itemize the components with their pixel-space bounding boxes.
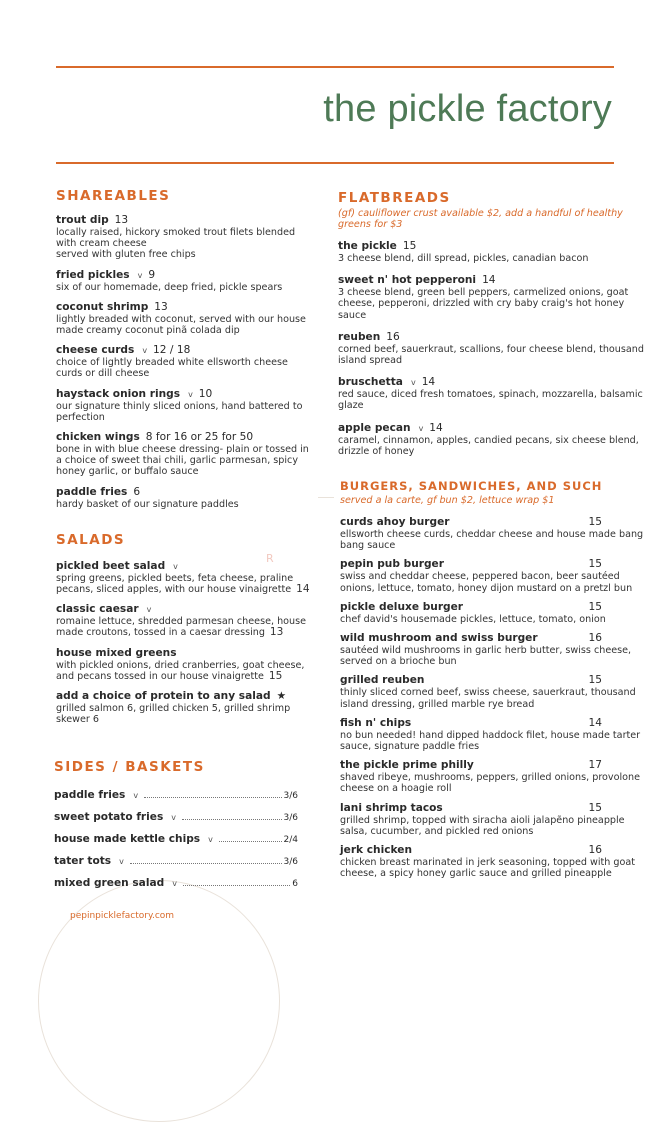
star-icon: ★ [276,690,287,703]
menu-item-name: wild mushroom and swiss burger [340,632,538,645]
menu-item-price: 14 [482,274,496,287]
menu-item-header [56,560,310,573]
menu-item-description-text: spring greens, pickled beets, feta cheese, praline pecans, sliced apples, with our house vinaigrette [56,572,294,596]
menu-item-description-text: with pickled onions, dried cranberries, goat cheese, and pecans tossed in our house vinaigrette [56,659,305,682]
menu-item [340,674,648,709]
vegetarian-icon: v [146,605,152,615]
menu-item-header [56,388,310,401]
flatbreads-list [338,240,648,457]
flatbreads-title: FLATBREADS [338,190,451,206]
menu-item-description: hardy basket of our signature paddles [56,498,239,510]
menu-item-description: choice of lightly breaded white ellsworth cheese curds or dill cheese [56,357,288,380]
menu-item-header [340,674,648,687]
menu-item-header [56,690,310,703]
menu-item-header [56,647,310,660]
sides-title: SIDES / BASKETS [54,759,205,776]
right-column [338,190,648,886]
menu-item-description: caramel, cinnamon, apples, candied pecans, six cheese blend, drizzle of honey [338,434,639,457]
menu-item-price: 14 [429,421,443,434]
sides-section [54,759,310,921]
flatbreads-subtitle: (gf) cauliflower crust available $2, add a handful of healthy greens for $3 [338,208,623,230]
menu-item-name: haystack onion rings [56,387,181,400]
menu-item [56,269,310,293]
menu-item-header [340,717,648,730]
menu-item-price: 13 [269,626,284,639]
menu-item-name: trout dip [56,214,109,226]
menu-item-name: jerk chicken [340,844,412,857]
menu-item-name: bruschetta [338,376,403,389]
vegetarian-icon: v [173,561,178,571]
menu-item-price: 13 [114,214,129,226]
dot-leader [144,796,281,798]
side-item-name: paddle fries [54,789,126,802]
menu-item-price: 15 [588,600,602,613]
side-item-price: 2/4 [283,835,298,846]
menu-item-price: 15 [588,558,602,571]
menu-item-description: our signature thinly sliced onions, hand battered to perfection [56,400,303,423]
burgers-title: BURGERS, SANDWICHES, AND SUCH [340,479,603,494]
menu-item-header [340,759,648,772]
menu-item-description [56,660,310,682]
side-item [54,789,298,801]
dot-leader [219,840,282,842]
menu-item-price: 16 [588,632,602,645]
menu-item-description: sautéed wild mushrooms in garlic herb butter, swiss cheese, served on a brioche bun [340,645,632,668]
vegetarian-icon: v [410,378,416,388]
menu-item-price: 16 [386,330,400,343]
menu-item-name: reuben [338,330,381,343]
menu-item-price: 15 [268,669,283,682]
menu-item-price: 8 for 16 or 25 for 50 [145,431,254,444]
side-item-name: mixed green salad [54,877,165,890]
menu-item [56,603,310,638]
menu-item-description: 3 cheese blend, dill spread, pickles, canadian bacon [338,253,589,264]
menu-item-description: no bun needed! hand dipped haddock filet, house made tarter sauce, signature paddle fries [340,729,641,753]
shareables-section [56,188,310,510]
menu-item [340,601,648,625]
menu-item [340,844,648,879]
menu-item [340,516,648,551]
menu-item-name: pepin pub burger [340,558,444,571]
menu-item [338,422,648,457]
shareables-title: SHAREABLES [56,188,171,204]
menu-item-header [56,431,310,444]
dot-leader [183,884,290,886]
menu-item-name: chicken wings [56,431,140,444]
burgers-list [338,516,648,879]
menu-item-description: ellsworth cheese curds, cheddar cheese and house made bang bang sauce [340,529,644,552]
menu-item-description: served with gluten free chips [56,249,196,261]
side-item [54,833,298,845]
menu-item-description-text: grilled salmon 6, grilled chicken 5, grilled shrimp skewer 6 [56,703,291,726]
menu-item [56,344,310,379]
dot-leader [130,862,282,864]
side-item-price: 6 [292,879,298,890]
menu-item-description: lightly breaded with coconut, served with our house made creamy coconut pinã colada dip [56,313,306,337]
menu-item-price: 15 [588,516,602,529]
vegetarian-icon: v [171,813,177,823]
menu-item-description: six of our homemade, deep fried, pickle spears [56,281,283,293]
menu-item-header [56,301,310,314]
side-item-name: house made kettle chips [54,833,201,846]
top-rule [56,66,614,68]
menu-item [340,558,648,593]
flatbreads-section [338,190,648,457]
menu-item [56,301,310,336]
menu-item-description: grilled shrimp, topped with siracha aioli jalapẽno pineapple salsa, cucumber, and pickled red onions [340,814,625,837]
left-column [56,188,310,921]
menu-item-header [56,344,310,357]
menu-item-name: pickled beet salad [56,559,166,572]
menu-item-price: 6 [133,485,141,498]
menu-item-description: chicken breast marinated in jerk seasoning, topped with goat cheese, a spicy honey garlic sauce and grilled pineapple [340,857,635,880]
menu-item [338,376,648,411]
menu-item-description [56,616,310,638]
salads-title: SALADS [56,531,126,548]
menu-item-header [56,486,310,499]
menu-item-price: 14 [421,376,436,389]
menu-item-price: 13 [154,300,168,313]
menu-item-header [338,376,648,389]
menu-item [56,486,310,510]
menu-item [338,240,648,264]
menu-item-description [56,573,310,595]
vegetarian-icon: v [133,791,139,801]
menu-item [56,560,310,595]
menu-item [340,802,648,837]
menu-item-name: curds ahoy burger [340,516,450,529]
menu-item-price: 9 [148,268,156,281]
menu-item-name: fish n' chips [340,716,412,729]
website-text: pepinpicklefactory.com [70,911,175,922]
vegetarian-icon: v [172,879,177,889]
menu-item-header [338,240,648,253]
menu-item-header [338,331,648,344]
side-item [54,855,298,867]
title-rule [56,162,614,164]
menu-item-name: the pickle prime philly [340,759,474,772]
menu-item-description: locally raised, hickory smoked trout filets blended with cream cheese [56,227,296,250]
menu-item [56,214,310,261]
burgers-subtitle: served a la carte, gf bun $2, lettuce wrap $1 [340,495,555,507]
menu-item [56,690,310,725]
menu-item-name: lani shrimp tacos [340,801,443,814]
menu-item [340,717,648,752]
menu-item-description [56,703,310,725]
menu-item-name: grilled reuben [340,674,425,687]
menu-item-name: house mixed greens [56,646,177,659]
menu-item-name: the pickle [338,240,397,252]
shareables-list [56,214,310,510]
menu-item-price: 17 [588,759,602,772]
menu-item [338,274,648,321]
vegetarian-icon: v [418,423,424,433]
menu-item-price: 10 [198,387,213,400]
vegetarian-icon: v [142,346,148,356]
menu-item-header [340,601,648,614]
menu-item-header [56,214,310,227]
menu-item-header [338,422,648,435]
menu-item-description: chef david's housemade pickles, lettuce, tomato, onion [340,613,606,625]
menu-item [340,759,648,794]
vegetarian-icon: v [119,857,124,867]
menu-item-price: 15 [588,801,602,814]
vegetarian-icon: v [137,270,143,280]
vegetarian-icon: v [208,835,213,845]
menu-item-price: 15 [588,674,602,687]
menu-item-name: fried pickles [56,268,130,281]
menu-item-header [340,632,648,645]
side-item-price: 3/6 [283,813,298,824]
menu-item-description-text: romaine lettuce, shredded parmesan cheese, house made croutons, tossed in a caesar dressing [56,616,306,639]
side-item-name: tater tots [54,855,112,868]
menu-item-header [56,603,310,616]
sides-list [54,789,298,889]
menu-item-price: 14 [588,716,602,729]
menu-item-description: thinly sliced corned beef, swiss cheese, sauerkraut, thousand island dressing, grilled marble rye bread [340,687,636,710]
menu-item-description: shaved ribeye, mushrooms, peppers, grilled onions, provolone cheese on a hoagie roll [340,772,640,795]
menu-item-name: apple pecan [338,421,411,434]
salads-list [56,560,310,726]
side-item-name: sweet potato fries [54,811,164,824]
menu-item-header [56,269,310,282]
menu-item-header [338,274,648,287]
menu-item [56,431,310,478]
menu-item-name: cheese curds [56,344,135,357]
burgers-section [338,479,648,879]
restaurant-title: the pickle factory [323,88,612,130]
menu-item-name: coconut shrimp [56,300,149,313]
menu-item-name: pickle deluxe burger [340,600,464,613]
side-item-price: 3/6 [283,791,298,802]
menu-item [340,632,648,667]
menu-item-header [340,802,648,815]
menu-item [338,331,648,366]
menu-item-description: red sauce, diced fresh tomatoes, spinach, mozzarella, balsamic glaze [338,389,643,412]
menu-item [56,388,310,423]
menu-item-description: 3 cheese blend, green bell peppers, carmelized onions, goat cheese, pepperoni, drizzled with cry baby craig's hot honey sauce [338,287,629,321]
menu-item-name: paddle fries [56,485,128,498]
menu-item-header [340,558,648,571]
menu-item-name: sweet n' hot pepperoni [338,274,477,287]
salads-section [56,532,310,726]
menu-item-header [340,844,648,857]
side-item-price: 3/6 [283,857,298,868]
menu-item-header [340,516,648,529]
menu-item [56,647,310,682]
decorative-divider [318,497,334,498]
menu-item-name: add a choice of protein to any salad [56,690,271,703]
menu-item-price: 16 [588,844,602,857]
menu-item-name: classic caesar [56,603,139,616]
side-item [54,877,298,889]
dot-leader [182,818,282,820]
side-item [54,811,298,823]
menu-item-description: corned beef, sauerkraut, scallions, four cheese blend, thousand island spread [338,343,644,367]
menu-item-price: 15 [402,240,417,252]
vegetarian-icon: v [188,389,193,399]
menu-item-price: 12 / 18 [153,344,191,357]
menu-item-description: swiss and cheddar cheese, peppered bacon, beer sautéed onions, lettuce, tomato, honey dijon mustard on a pretzl bun [340,571,633,594]
decorative-watermark: R [266,552,274,565]
menu-item-price: 14 [296,583,310,596]
menu-item-description: bone in with blue cheese dressing- plain or tossed in a choice of sweet thai chili, garlic parmesan, spicy honey garlic, or buffalo sauce [56,444,309,478]
